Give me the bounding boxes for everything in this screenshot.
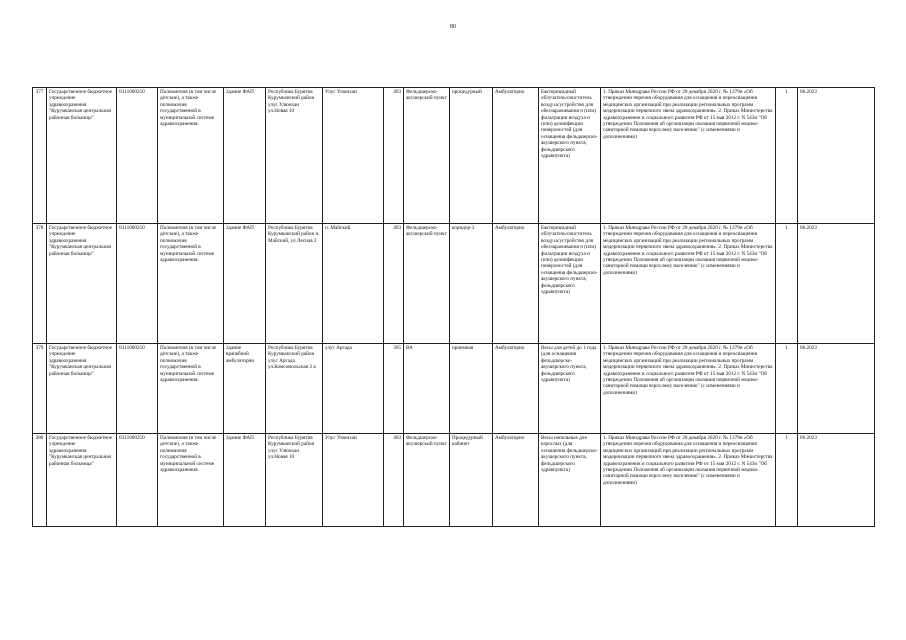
row-number: 379 bbox=[33, 344, 47, 434]
department-cell: Амбулаторно bbox=[493, 434, 539, 527]
authority-cell: Полномочия (в том числе детские), а также полномочия государственной в муниципальной системе здравоохранения. bbox=[158, 434, 224, 527]
basis-cell: 1. Приказ Минздрава России РФ от 28 декабря 2020 г. № 1379н «Об утверждении перечня оборудования для оснащения и переоснащения медицинских организаций при реализации региональных программ модернизации первичного звена здравоохранения». 2. Приказ Министерства здравоохранения и социального развития РФ от 15 мая 2012 г. N 543н "Об утверждении Положения об организации оказания первичной медико-санитарной помощи взрослому населению" (с изменениями и дополнениями) bbox=[601, 224, 776, 344]
address-cell: Республика Бурятия Курумканский район улус Улюнхан ул.Новая 10 bbox=[266, 434, 323, 527]
page-number: 80 bbox=[450, 24, 456, 30]
department-cell: Амбулаторно bbox=[493, 88, 539, 224]
equipment-cell: Весы напольные для взрослых (для оснащения фельдшерско-акушерского пункта, фельдшерского здравпункта) bbox=[539, 434, 601, 527]
basis-cell: 1. Приказ Минздрава России РФ от 28 декабря 2020 г. № 1379н «Об утверждении перечня оборудования для оснащения и переоснащения медицинских организаций при реализации региональных программ модернизации первичного звена здравоохранения». 2. Приказ Министерства здравоохранения и социального развития РФ от 15 мая 2012 г. N 543н "Об утверждении Положения об организации оказания первичной медико-санитарной помощи взрослому населению" (с изменениями и дополнениями) bbox=[601, 434, 776, 527]
date-cell: 06.2023 bbox=[798, 344, 875, 434]
building-cell: Здание ФАП bbox=[224, 224, 266, 344]
department-cell: Амбулаторно bbox=[493, 224, 539, 344]
row-number: 377 bbox=[33, 88, 47, 224]
unit-cell: Фельдшерско-акушерский пункт bbox=[404, 224, 450, 344]
row-number: 380 bbox=[33, 434, 47, 527]
quantity-cell: 1 bbox=[776, 344, 798, 434]
table-row bbox=[33, 224, 875, 344]
quantity-cell: 1 bbox=[776, 88, 798, 224]
room-cell: Процедурный кабинет bbox=[450, 434, 493, 527]
building-cell: Здание ФАП bbox=[224, 88, 266, 224]
basis-cell: 1. Приказ Минздрава России РФ от 28 декабря 2020 г. № 1379н «Об утверждении перечня оборудования для оснащения и переоснащения медицинских организаций при реализации региональных программ модернизации первичного звена здравоохранения». 2. Приказ Министерства здравоохранения и социального развития РФ от 15 мая 2012 г. N 543н "Об утверждении Положения об организации оказания первичной медико-санитарной помощи взрослому населению" (с изменениями и дополнениями) bbox=[601, 88, 776, 224]
address-cell: Республика Бурятия Курумканский район улус Аргада ул.Комсомольская 2 а bbox=[266, 344, 323, 434]
basis-cell: 1. Приказ Минздрава России РФ от 28 декабря 2020 г. № 1379н «Об утверждении перечня оборудования для оснащения и переоснащения медицинских организаций при реализации региональных программ модернизации первичного звена здравоохранения». 2. Приказ Министерства здравоохранения и социального развития РФ от 15 мая 2012 г. N 543н "Об утверждении Положения об организации оказания первичной медико-санитарной помощи взрослому населению" (с изменениями и дополнениями) bbox=[601, 344, 776, 434]
authority-cell: Полномочия (в том числе детские), а также полномочия государственной в муниципальной системе здравоохранения. bbox=[158, 224, 224, 344]
organization-cell: Государственное бюджетное учреждение здравоохранения "Курумканская центральная районная больница" bbox=[47, 224, 117, 344]
authority-cell: Полномочия (в том числе детские), а также полномочия государственной в муниципальной системе здравоохранения. bbox=[158, 344, 224, 434]
locality-cell: Улус Улюнхан bbox=[323, 434, 384, 527]
floor-cell: 365 bbox=[384, 344, 404, 434]
floor-cell: 403 bbox=[384, 88, 404, 224]
equipment-cell: Бактерицидный облучатель/очиститель воздуха/устройство для обеззараживания и (или) фильтрации воздуха и (или) дезинфекции поверхностей (для оснащения фельдшерско-акушерского пункта, фельдшерского здравпункта) bbox=[539, 224, 601, 344]
code-cell: 0311000250 bbox=[117, 434, 158, 527]
locality-cell: Улус Улюнхан bbox=[323, 88, 384, 224]
building-cell: Здание ФАП bbox=[224, 434, 266, 527]
code-cell: 0311000250 bbox=[117, 88, 158, 224]
date-cell: 06.2023 bbox=[798, 224, 875, 344]
unit-cell: ВА bbox=[404, 344, 450, 434]
organization-cell: Государственное бюджетное учреждение здравоохранения "Курумканская центральная районная больница" bbox=[47, 434, 117, 527]
department-cell: Амбулаторно bbox=[493, 344, 539, 434]
room-cell: приемная bbox=[450, 344, 493, 434]
locality-cell: улус Аргада bbox=[323, 344, 384, 434]
quantity-cell: 1 bbox=[776, 224, 798, 344]
room-cell: коридор-3 bbox=[450, 224, 493, 344]
table-row bbox=[33, 344, 875, 434]
address-cell: Республика Бурятия Курумканский район улус Улюнхан ул.Новая 10 bbox=[266, 88, 323, 224]
code-cell: 0311000250 bbox=[117, 224, 158, 344]
quantity-cell: 1 bbox=[776, 434, 798, 527]
equipment-cell: Бактерицидный облучатель/очиститель воздуха/устройство для обеззараживания и (или) фильтрации воздуха и (или) дезинфекции поверхностей (для оснащения фельдшерско-акушерского пункта, фельдшерского здравпункта) bbox=[539, 88, 601, 224]
equipment-table bbox=[32, 87, 875, 527]
building-cell: Здание врачебной амбулатории bbox=[224, 344, 266, 434]
room-cell: процедурный bbox=[450, 88, 493, 224]
floor-cell: 403 bbox=[384, 224, 404, 344]
row-number: 378 bbox=[33, 224, 47, 344]
table-row bbox=[33, 434, 875, 527]
organization-cell: Государственное бюджетное учреждение здравоохранения "Курумканская центральная районная больница" bbox=[47, 344, 117, 434]
floor-cell: 403 bbox=[384, 434, 404, 527]
equipment-cell: Весы для детей до 1 года (для оснащения фельдшерско-акушерского пункта, фельдшерского здравпункта) bbox=[539, 344, 601, 434]
date-cell: 06.2023 bbox=[798, 434, 875, 527]
address-cell: Республика Бурятия Курумканский район п. Майский, ул Лесная 2 bbox=[266, 224, 323, 344]
code-cell: 0311000250 bbox=[117, 344, 158, 434]
locality-cell: п. Майский bbox=[323, 224, 384, 344]
unit-cell: Фельдшерско-акушерский пункт bbox=[404, 88, 450, 224]
organization-cell: Государственное бюджетное учреждение здравоохранения "Курумканская центральная районная больница" bbox=[47, 88, 117, 224]
unit-cell: Фельдшерско-акушерский пункт bbox=[404, 434, 450, 527]
table-row bbox=[33, 88, 875, 224]
authority-cell: Полномочия (в том числе детские), а также полномочия государственной в муниципальной системе здравоохранения. bbox=[158, 88, 224, 224]
date-cell: 06.2023 bbox=[798, 88, 875, 224]
